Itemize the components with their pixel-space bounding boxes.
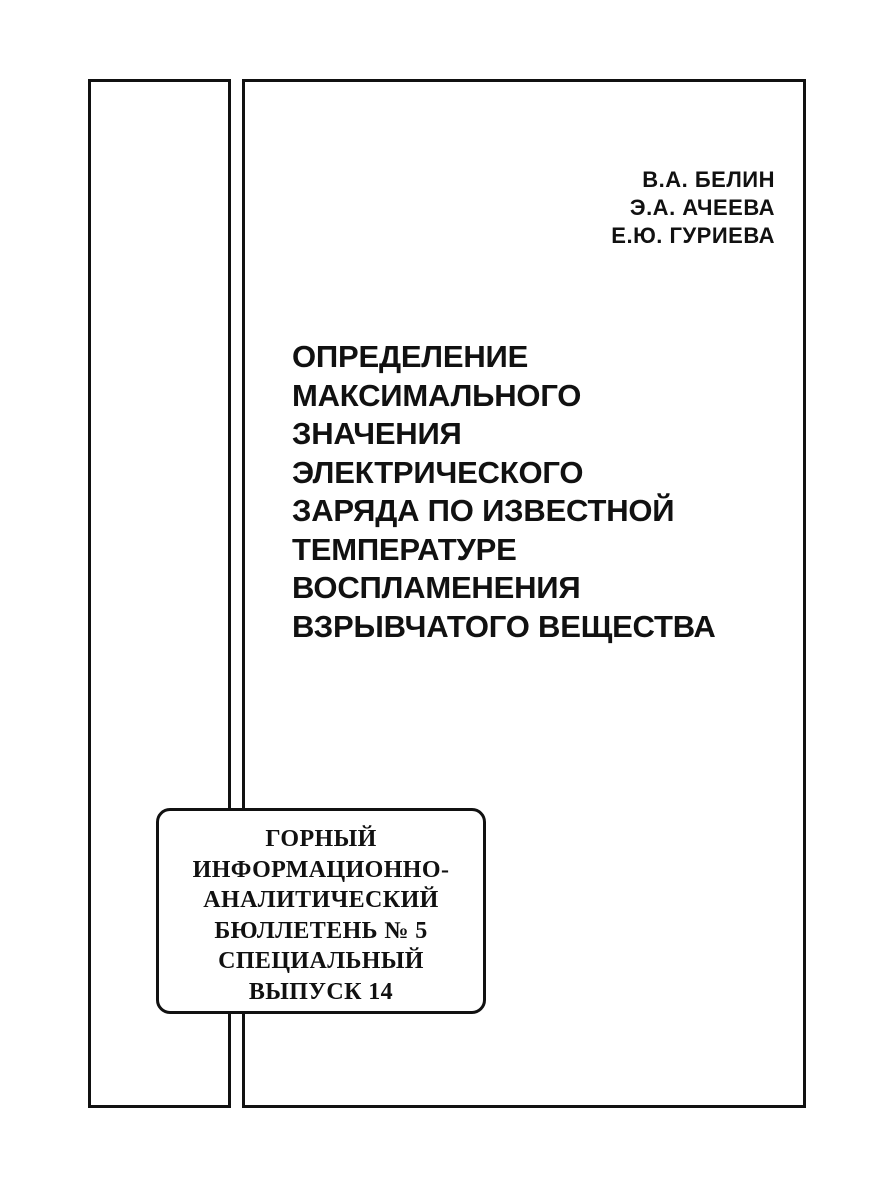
series-line: ВЫПУСК 14 — [248, 978, 394, 1005]
title-line: ВОСПЛАМЕНЕНИЯ — [292, 570, 581, 605]
title-line: МАКСИМАЛЬНОГО — [292, 377, 582, 413]
series-label-box — [156, 808, 486, 1014]
author-name: В.А. БЕЛИН — [642, 167, 775, 192]
author-name: Э.А. АЧЕЕВА — [629, 195, 775, 220]
author-name: Е.Ю. ГУРИЕВА — [611, 223, 775, 248]
title-line: ОПРЕДЕЛЕНИЕ — [292, 339, 529, 374]
title-line: ЭЛЕКТРИЧЕСКОГО — [292, 454, 584, 490]
book-title — [292, 338, 782, 646]
title-line: ВЗРЫВЧАТОГО ВЕЩЕСТВА — [292, 608, 716, 644]
title-line: ЗАРЯДА ПО ИЗВЕСТНОЙ — [292, 493, 675, 528]
series-line: ГОРНЫЙ — [265, 826, 377, 852]
series-line: СПЕЦИАЛЬНЫЙ — [218, 948, 424, 974]
title-line: ТЕМПЕРАТУРЕ — [292, 531, 517, 567]
authors-block — [611, 166, 775, 250]
series-line: БЮЛЛЕТЕНЬ № 5 — [214, 917, 428, 944]
series-line: АНАЛИТИЧЕСКИЙ — [203, 887, 439, 913]
title-line: ЗНАЧЕНИЯ — [292, 416, 462, 451]
series-line: ИНФОРМАЦИОННО- — [192, 856, 450, 883]
